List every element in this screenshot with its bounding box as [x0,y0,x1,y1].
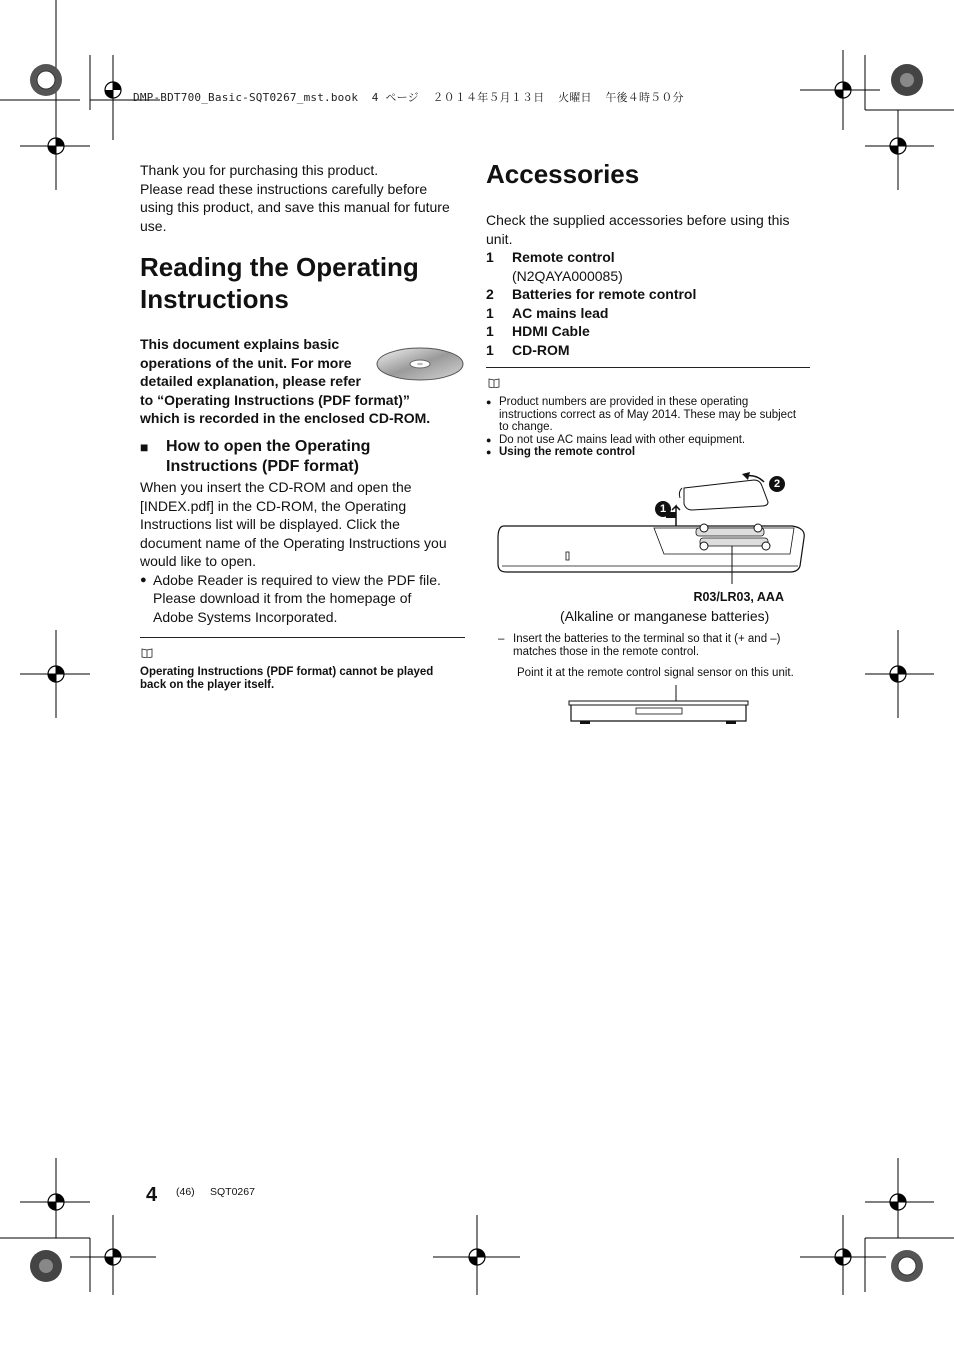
page-number: 4 [146,1184,158,1206]
insert-instruction: – Insert the batteries to the terminal so that it (+ and –) matches those in the remote control. [498,633,781,658]
adobe-bullet: ● Adobe Reader is required to view the PDF file. Please download it from the homepage of Adobe Systems Incorporated. [140,571,441,625]
list-item: 1 Remote control [486,249,615,265]
accessories-list: 1 Remote control (N2QAYA000085) 2 Batteries for remote control 1 AC mains lead 1 HDMI Cable 1 CD-ROM [486,248,816,359]
note-item: ● Product numbers are provided in these operating instructions correct as of May 2014. These may be subject to change. [486,396,797,433]
right-divider [486,367,810,368]
file-header: DMP-BDT700_Basic-SQT0267_mst.book 4 ページ ２０１４年５月１３日 火曜日 午後４時５０分 [133,91,684,104]
battery-type: R03/LR03, AAA [693,590,784,604]
remote-heading: ● Using the remote control [486,446,636,458]
battery-note: (Alkaline or manganese batteries) [560,608,770,624]
remote-battery-illustration [494,468,810,586]
list-item: 1 CD-ROM [486,341,570,358]
reading-title: Reading the Operating Instructions [140,252,419,314]
page-ref: (46) [176,1186,195,1198]
note-item: ● Do not use AC mains lead with other equipment. [486,433,746,446]
player-illustration [566,683,752,727]
pdf-subheading: ■ How to open the Operating Instructions (PDF format) [140,438,371,475]
model-code: SQT0267 [210,1186,255,1198]
reading-summary: This document explains basic operations of the unit. For more detailed explanation, please refer to “Operating Instructions (PDF format)” which is recorded in the enclosed CD-ROM. [140,336,431,426]
pdf-body: When you insert the CD-ROM and open the [INDEX.pdf] in the CD-ROM, the Operating Instructions list will be displayed. Click the document name of the Operating Instructions you would like to open. ● Adobe Reader is required to view the PDF file. Please download it from the homepage of Adobe Systems Incorporated. [140,478,475,626]
pdf-note: Operating Instructions (PDF format) cannot be played back on the player itself. [140,666,434,691]
accessories-notes [486,396,811,459]
cd-rom-image [376,346,466,382]
step-1-badge: 1 [655,501,671,517]
accessories-title: Accessories [486,159,640,189]
list-item: 2 Batteries for remote control [486,286,697,302]
note-book-icon [141,648,153,658]
intro-text: Thank you for purchasing this product. Please read these instructions carefully before using this product, and save this manual for future use. [140,162,450,234]
note-book-icon [488,378,500,388]
accessories-intro: Check the supplied accessories before using this unit. [486,212,790,247]
list-item: 1 HDMI Cable [486,323,590,339]
list-item: 1 AC mains lead [486,304,609,321]
left-divider [140,637,465,638]
point-instruction: Point it at the remote control signal sensor on this unit. [517,667,794,679]
step-2-badge: 2 [769,476,785,492]
